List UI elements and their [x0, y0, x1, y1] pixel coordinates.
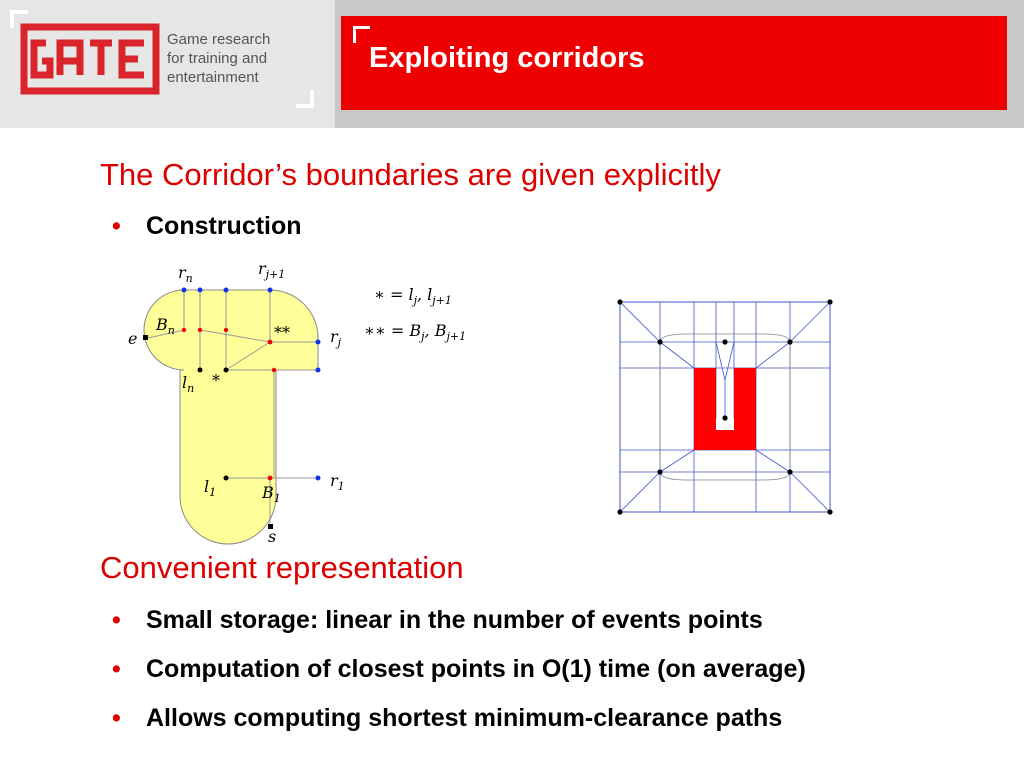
label-e: e: [128, 329, 138, 348]
corridor-construction-diagram: [126, 258, 506, 548]
svg-text:B1: [261, 483, 281, 505]
bullet-storage: [112, 606, 763, 635]
bullet-dot: •: [112, 704, 121, 732]
label-r1: r: [330, 471, 338, 490]
tagline-line-1: Game research: [167, 31, 271, 48]
legend-star: ∗ = $l_j$, $l_{j+1}$: [374, 285, 452, 307]
gate-logo: [20, 23, 160, 95]
slide-title: Exploiting corridors: [369, 42, 645, 74]
label-l1: l: [204, 477, 210, 496]
logo-panel: [0, 0, 335, 128]
label-r1-sub: 1: [337, 480, 345, 493]
logo-corner-bottom-right: [296, 90, 314, 108]
label-bn-sub: n: [167, 324, 175, 337]
label-s: s: [268, 527, 277, 546]
section-heading-representation: Convenient representation: [100, 550, 464, 585]
tagline-line-2: for training and: [167, 50, 268, 67]
bullet-shortest-paths: [112, 704, 782, 733]
label-star: *: [212, 371, 220, 390]
label-l1-sub: 1: [209, 486, 217, 499]
bullet-dot: •: [112, 606, 121, 634]
bullet-text: Allows computing shortest minimum-clearance paths: [146, 704, 783, 732]
label-rj: r: [330, 327, 338, 346]
tagline-line-3: entertainment: [167, 69, 259, 86]
bullet-text: Construction: [146, 212, 302, 240]
bullet-dot: •: [112, 212, 121, 240]
label-ln-sub: n: [187, 382, 195, 395]
svg-text:r1: [330, 471, 345, 493]
bullet-closest-points: [112, 655, 806, 684]
label-ln: l: [182, 373, 188, 392]
label-b1: B: [262, 483, 274, 502]
label-rn-sub: n: [185, 272, 193, 285]
title-corner-bracket: [353, 26, 370, 43]
title-box: [341, 16, 1007, 110]
bullet-text: Computation of closest points in O(1) time (on average): [146, 655, 806, 683]
label-star-star: **: [274, 323, 290, 342]
bullet-text: Small storage: linear in the number of events points: [146, 606, 763, 634]
bullet-dot: •: [112, 655, 121, 683]
svg-text:rn: [178, 263, 193, 285]
legend-star-star: ∗∗ = $B_j$, $B_{j+1}$: [364, 321, 467, 343]
bullet-construction: [112, 212, 302, 241]
svg-text:rj: [330, 327, 342, 349]
svg-text:rj+1: [258, 259, 285, 281]
section-heading-boundaries: The Corridor’s boundaries are given explicitly: [100, 157, 721, 192]
medial-axis-graph-diagram: [608, 290, 840, 522]
label-bn: B: [156, 315, 168, 334]
label-rj-sub: j: [337, 336, 342, 349]
label-b1-sub: 1: [273, 492, 281, 505]
logo-tagline: [167, 30, 270, 87]
label-rj1: r: [258, 259, 266, 278]
label-rj1-sub: j+1: [265, 268, 286, 281]
label-rn: r: [178, 263, 186, 282]
